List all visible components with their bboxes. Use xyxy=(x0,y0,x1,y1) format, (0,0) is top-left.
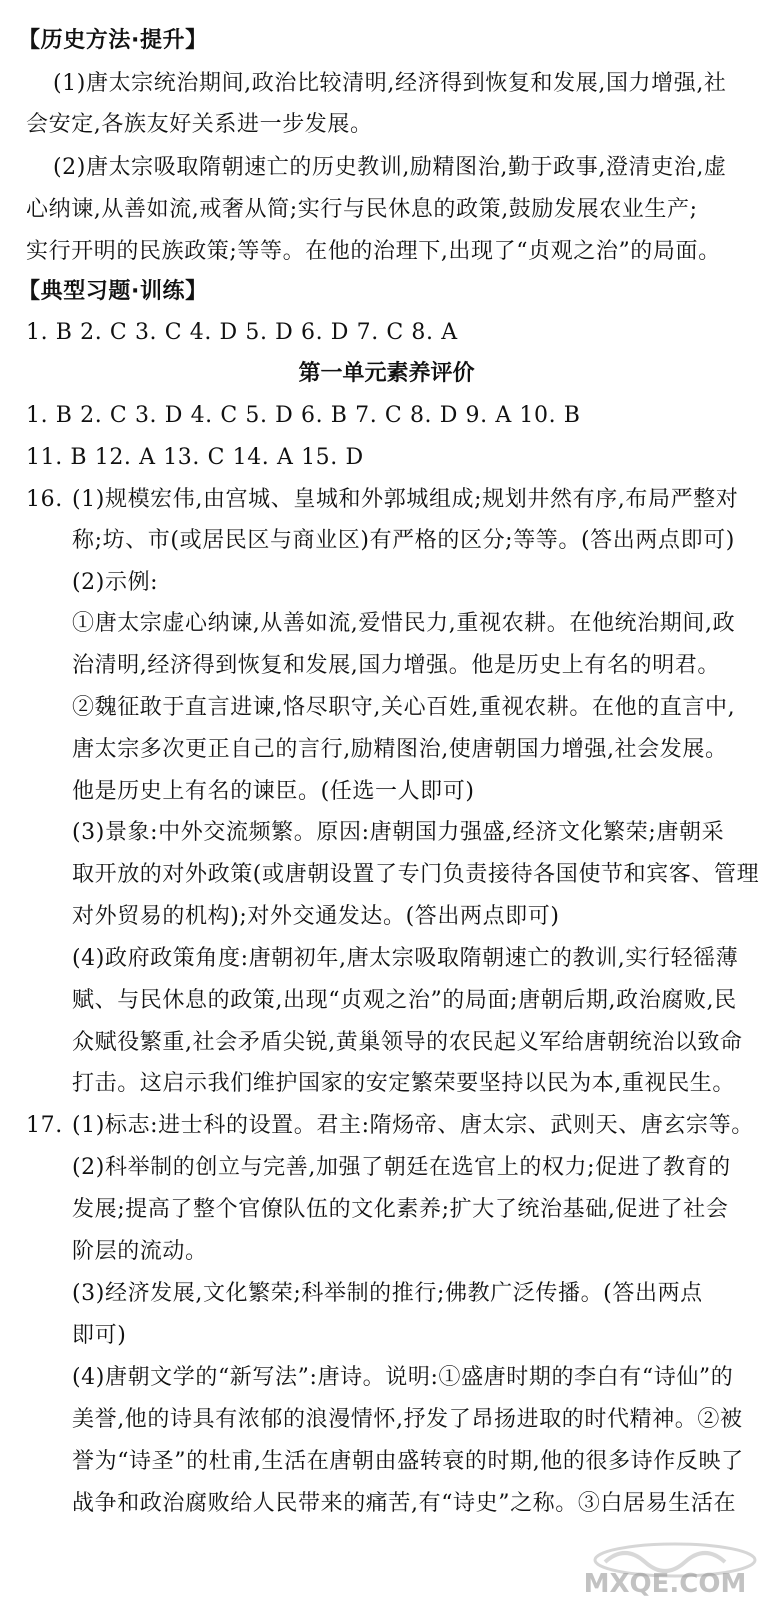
practice-answers: 1. B 2. C 3. C 4. D 5. D 6. D 7. C 8. A xyxy=(26,320,458,345)
q16-line-3: (2)示例: xyxy=(72,570,159,595)
q17-line-9: 誉为“诗圣”的杜甫,生活在唐朝由盛转衰的时期,他的很多诗作反映了 xyxy=(72,1449,744,1474)
question-number-16: 16. xyxy=(26,487,63,512)
watermark-graphic xyxy=(565,1540,770,1600)
q16-line-13: 赋、与民休息的政策,出现“贞观之治”的局面;唐朝后期,政治腐败,民 xyxy=(72,988,737,1013)
mc-answers-line-2: 11. B 12. A 13. C 14. A 15. D xyxy=(26,445,364,470)
q17-line-4: 阶层的流动。 xyxy=(72,1239,208,1264)
q17-line-7: (4)唐朝文学的“新写法”:唐诗。说明:①盛唐时期的李白有“诗仙”的 xyxy=(72,1365,734,1390)
q16-line-15: 打击。这启示我们维护国家的安定繁荣要坚持以民为本,重视民生。 xyxy=(72,1071,735,1096)
watermark-text: MXQE.COM xyxy=(583,1569,747,1599)
method-paragraph-1-line-2: 会安定,各族友好关系进一步发展。 xyxy=(26,112,373,137)
section-heading-practice: 【典型习题·训练】 xyxy=(18,279,208,304)
q16-line-12: (4)政府政策角度:唐朝初年,唐太宗吸取隋朝速亡的教训,实行轻徭薄 xyxy=(72,946,739,971)
q17-line-6: 即可) xyxy=(72,1323,127,1348)
watermark-logo xyxy=(565,1540,770,1600)
q17-line-2: (2)科举制的创立与完善,加强了朝廷在选官上的权力;促进了教育的 xyxy=(72,1155,731,1180)
unit-title: 第一单元素养评价 xyxy=(298,361,475,386)
question-number-17: 17. xyxy=(26,1113,63,1138)
q16-line-9: (3)景象:中外交流频繁。原因:唐朝国力强盛,经济文化繁荣;唐朝采 xyxy=(72,820,725,845)
q17-line-3: 发展;提高了整个官僚队伍的文化素养;扩大了统治基础,促进了社会 xyxy=(72,1197,729,1222)
q16-line-11: 对外贸易的机构);对外交通发达。(答出两点即可) xyxy=(72,904,560,929)
section-heading-method: 【历史方法·提升】 xyxy=(18,28,208,53)
method-paragraph-1-line-1: (1)唐太宗统治期间,政治比较清明,经济得到恢复和发展,国力增强,社 xyxy=(53,71,727,96)
q16-line-10: 取开放的对外政策(或唐朝设置了专门负责接待各国使节和宾客、管理 xyxy=(72,862,760,887)
q16-line-7: 唐太宗多次更正自己的言行,励精图治,使唐朝国力增强,社会发展。 xyxy=(72,737,728,762)
q16-line-5: 治清明,经济得到恢复和发展,国力增强。他是历史上有名的明君。 xyxy=(72,653,720,678)
q17-line-10: 战争和政治腐败给人民带来的痛苦,有“诗史”之称。③白居易生活在 xyxy=(72,1491,737,1516)
q17-line-5: (3)经济发展,文化繁荣;科举制的推行;佛教广泛传播。(答出两点 xyxy=(72,1281,703,1306)
mc-answers-line-1: 1. B 2. C 3. D 4. C 5. D 6. B 7. C 8. D 9. A 10. B xyxy=(26,403,581,428)
method-paragraph-2-line-1: (2)唐太宗吸取隋朝速亡的历史教训,励精图治,勤于政事,澄清吏治,虚 xyxy=(53,155,727,180)
q16-line-4: ①唐太宗虚心纳谏,从善如流,爱惜民力,重视农耕。在他统治期间,政 xyxy=(72,611,736,636)
q17-line-8: 美誉,他的诗具有浓郁的浪漫情怀,抒发了昂扬进取的时代精神。②被 xyxy=(72,1407,743,1432)
q16-line-2: 称;坊、市(或居民区与商业区)有严格的区分;等等。(答出两点即可) xyxy=(72,528,735,553)
q16-line-14: 众赋役繁重,社会矛盾尖锐,黄巢领导的农民起义军给唐朝统治以致命 xyxy=(72,1030,743,1055)
q16-line-6: ②魏征敢于直言进谏,恪尽职守,关心百姓,重视农耕。在他的直言中, xyxy=(72,695,736,720)
method-paragraph-2-line-3: 实行开明的民族政策;等等。在他的治理下,出现了“贞观之治”的局面。 xyxy=(26,239,721,264)
q16-line-1: (1)规模宏伟,由宫城、皇城和外郭城组成;规划井然有序,布局严整对 xyxy=(72,487,739,512)
method-paragraph-2-line-2: 心纳谏,从善如流,戒奢从简;实行与民休息的政策,鼓励发展农业生产; xyxy=(26,197,698,222)
q17-line-1: (1)标志:进士科的设置。君主:隋炀帝、唐太宗、武则天、唐玄宗等。 xyxy=(72,1113,754,1138)
q16-line-8: 他是历史上有名的谏臣。(任选一人即可) xyxy=(72,779,475,804)
